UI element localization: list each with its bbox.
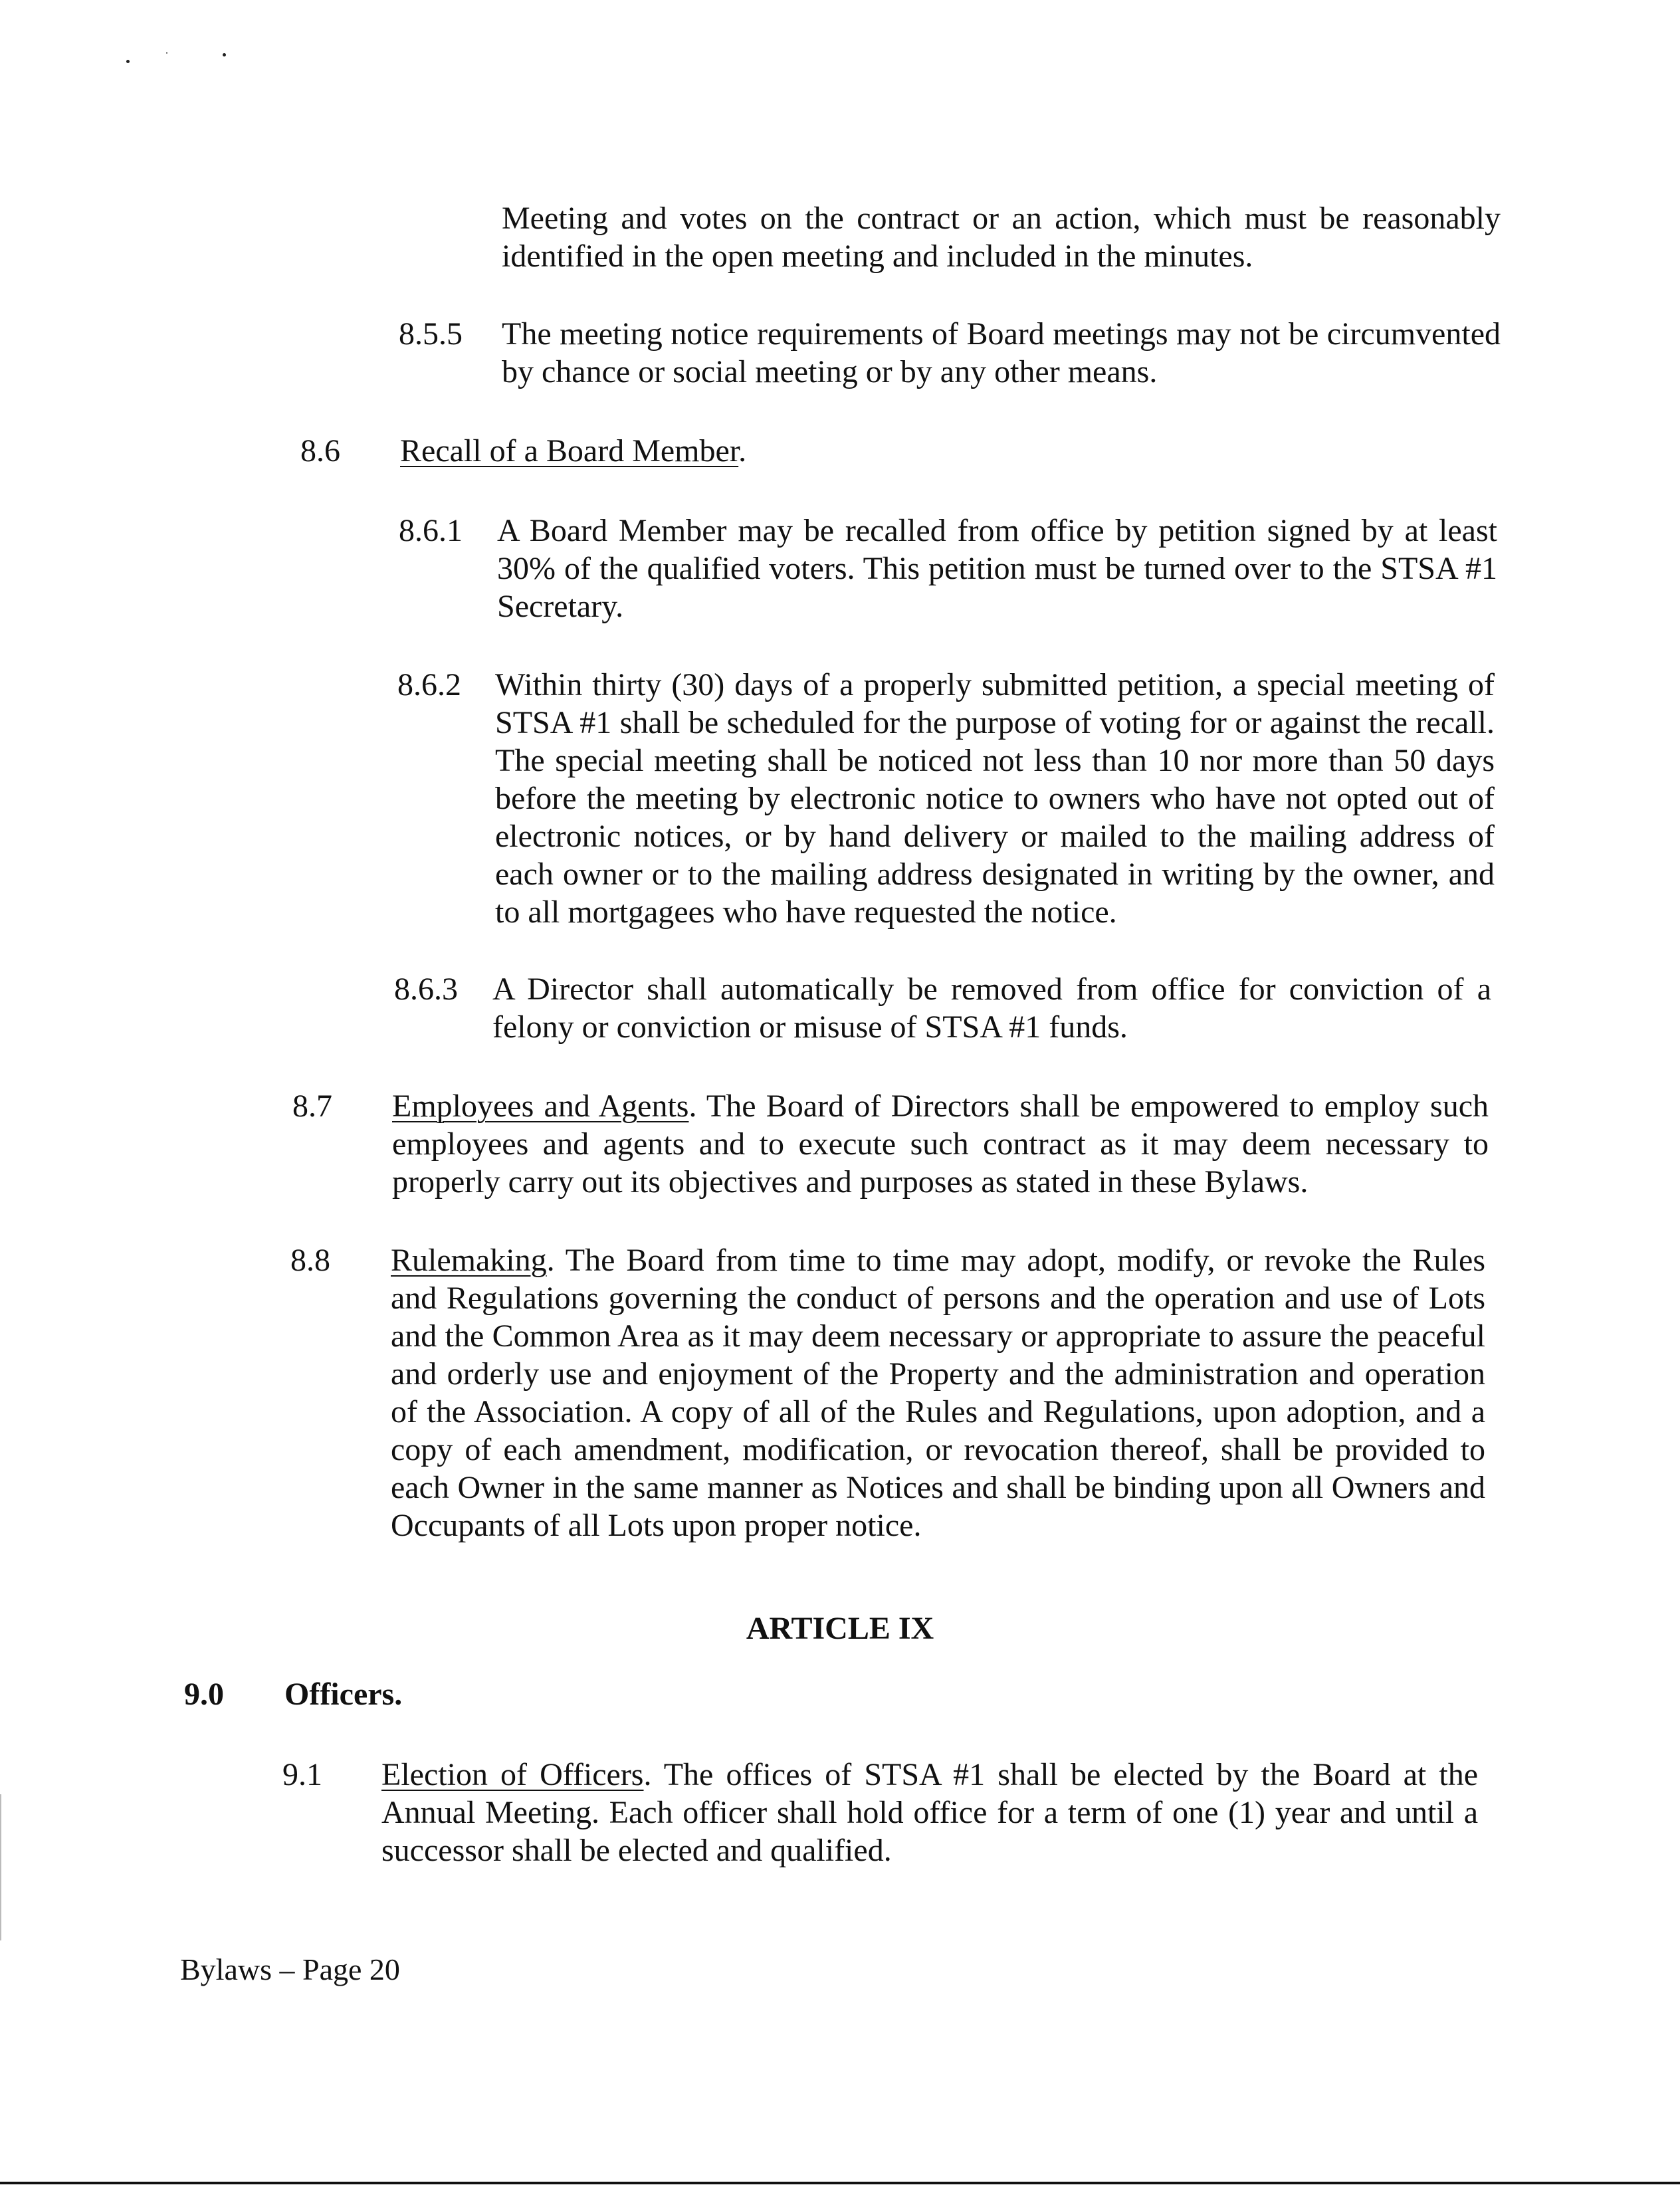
section-8-6-1-number: 8.6.1 xyxy=(399,513,463,548)
section-8-6-title: Recall of a Board Member xyxy=(400,433,739,469)
section-9-1-title: Election of Officers xyxy=(381,1757,644,1792)
section-9-1-text: . The offices of STSA #1 shall be elected by the Board at the Annual Meeting. Each officer shall hold office for a term of one (1) year and until a successor shall be elected and qualified. xyxy=(381,1757,1479,1868)
section-8-5-5-text: The meeting notice requirements of Board meetings may not be circumvented by chance or social meeting or by any other means. xyxy=(502,316,1501,389)
section-8-7-paragraph xyxy=(392,1087,1489,1201)
section-8-7-text: . The Board of Directors shall be empowered to employ such employees and agents and to execute such contract as it may deem necessary to properly carry out its objectives and purposes as stated in these Bylaws. xyxy=(392,1089,1489,1199)
section-8-7-number: 8.7 xyxy=(292,1089,332,1124)
section-9-0-title: Officers. xyxy=(284,1677,403,1712)
section-8-8-text: . The Board from time to time may adopt, modify, or revoke the Rules and Regulations governing the conduct of persons and the operation and use of Lots and the Common Area as it may deem necessary or appropriate to assure the peaceful and orderly use and enjoyment of the Property and the administration and operation of the Association. A copy of all of the Rules and Regulations, upon adoption, and a copy of each amendment, modification, or revocation thereof, shall be provided to each Owner in the same manner as Notices and shall be binding upon all Owners and Occupants of all Lots upon proper notice. xyxy=(391,1243,1485,1543)
page-footer: Bylaws – Page 20 xyxy=(180,1952,400,1986)
section-9-1-number: 9.1 xyxy=(282,1757,322,1792)
article-heading: ARTICLE IX xyxy=(746,1611,934,1646)
section-8-6-title-end: . xyxy=(738,433,747,469)
section-8-6-1-text: A Board Member may be recalled from office by petition signed by at least 30% of the qualified voters. This petition must be turned over to the STSA #1 Secretary. xyxy=(497,513,1497,624)
scan-bottom-edge xyxy=(0,2182,1680,2184)
section-9-1-paragraph xyxy=(381,1756,1478,1869)
scan-edge-line xyxy=(0,1794,1,1940)
section-8-6-3-text: A Director shall automatically be removed from office for conviction of a felony or conviction or misuse of STSA #1 funds. xyxy=(492,972,1491,1045)
section-8-7-title: Employees and Agents xyxy=(392,1089,689,1124)
section-8-6-2-number: 8.6.2 xyxy=(397,667,461,702)
section-8-6-3-number: 8.6.3 xyxy=(394,972,458,1007)
section-8-6-heading xyxy=(400,432,746,470)
section-8-6-2-text: Within thirty (30) days of a properly submitted petition, a special meeting of STSA #1 shall be scheduled for the purpose of voting for or against the recall. The special meeting shall be noticed not less than 10 nor more than 50 days before the meeting by electronic notice to owners who have not opted out of electronic notices, or by hand delivery or mailed to the mailing address of each owner or to the mailing address designated in writing by the owner, and to all mortgagees who have requested the notice. xyxy=(495,667,1495,930)
section-8-8-title: Rulemaking xyxy=(391,1243,547,1278)
section-9-0-number: 9.0 xyxy=(184,1677,224,1712)
section-8-5-5-number: 8.5.5 xyxy=(399,316,463,352)
section-8-8-paragraph xyxy=(391,1241,1485,1544)
section-8-5-4-continued-text: Meeting and votes on the contract or an action, which must be reasonably identified in the open meeting and included in the minutes. xyxy=(502,201,1501,274)
section-8-8-number: 8.8 xyxy=(290,1243,330,1278)
section-8-6-number: 8.6 xyxy=(300,433,340,469)
